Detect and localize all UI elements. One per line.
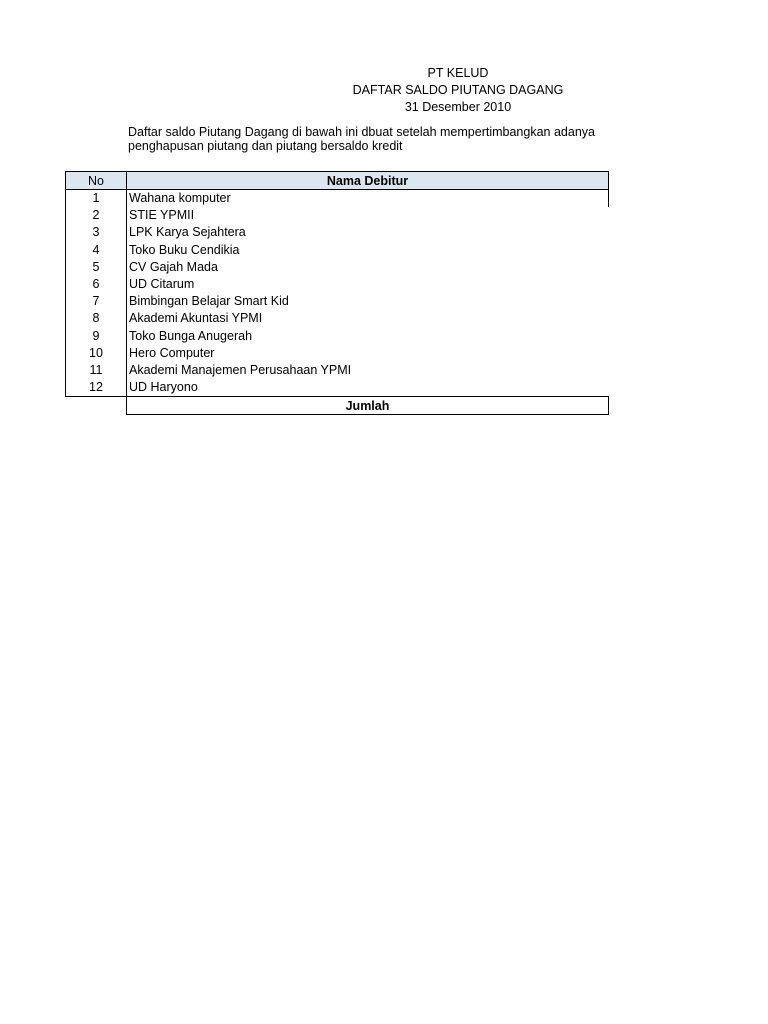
- table-row: [66, 362, 609, 379]
- report-date: 31 Desember 2010: [404, 100, 512, 114]
- row-number: 5: [66, 259, 127, 276]
- row-number: 10: [66, 345, 127, 362]
- receivables-table: [65, 171, 609, 415]
- table-row: [66, 276, 609, 293]
- row-number: 1: [66, 190, 127, 208]
- row-number: 12: [66, 379, 127, 397]
- debtor-name: UD Haryono: [127, 379, 609, 397]
- table-row: [66, 328, 609, 345]
- table-row: [66, 242, 609, 259]
- column-header-debtor-name: Nama Debitur: [127, 172, 609, 190]
- debtor-name: CV Gajah Mada: [127, 259, 609, 276]
- table-row: [66, 379, 609, 397]
- debtor-name: Wahana komputer: [127, 190, 609, 208]
- row-number: 4: [66, 242, 127, 259]
- debtor-name: Toko Bunga Anugerah: [127, 328, 609, 345]
- table-header-row: [66, 172, 609, 190]
- note-line-2: penghapusan piutang dan piutang bersaldo kredit: [128, 139, 403, 153]
- total-row: [66, 397, 609, 415]
- row-number: 2: [66, 207, 127, 224]
- debtor-name: Toko Buku Cendikia: [127, 242, 609, 259]
- debtor-name: Hero Computer: [127, 345, 609, 362]
- table-row: [66, 224, 609, 241]
- table-row: [66, 310, 609, 327]
- table-row: [66, 207, 609, 224]
- row-number: 3: [66, 224, 127, 241]
- row-number: 6: [66, 276, 127, 293]
- row-number: 9: [66, 328, 127, 345]
- table-row: [66, 293, 609, 310]
- total-row-blank-cell: [66, 397, 127, 415]
- column-header-no: No: [66, 172, 127, 190]
- row-number: 7: [66, 293, 127, 310]
- table-row: [66, 190, 609, 208]
- note-line-1: Daftar saldo Piutang Dagang di bawah ini dbuat setelah mempertimbangkan adanya: [128, 125, 595, 139]
- total-label: Jumlah: [127, 397, 609, 415]
- debtor-name: UD Citarum: [127, 276, 609, 293]
- debtor-name: Akademi Akuntasi YPMI: [127, 310, 609, 327]
- row-number: 11: [66, 362, 127, 379]
- debtor-name: Bimbingan Belajar Smart Kid: [127, 293, 609, 310]
- company-name: PT KELUD: [427, 66, 489, 80]
- table-row: [66, 345, 609, 362]
- debtor-name: LPK Karya Sejahtera: [127, 224, 609, 241]
- debtor-name: Akademi Manajemen Perusahaan YPMI: [127, 362, 609, 379]
- report-title: DAFTAR SALDO PIUTANG DAGANG: [352, 83, 564, 97]
- table-row: [66, 259, 609, 276]
- row-number: 8: [66, 310, 127, 327]
- debtor-name: STIE YPMII: [127, 207, 609, 224]
